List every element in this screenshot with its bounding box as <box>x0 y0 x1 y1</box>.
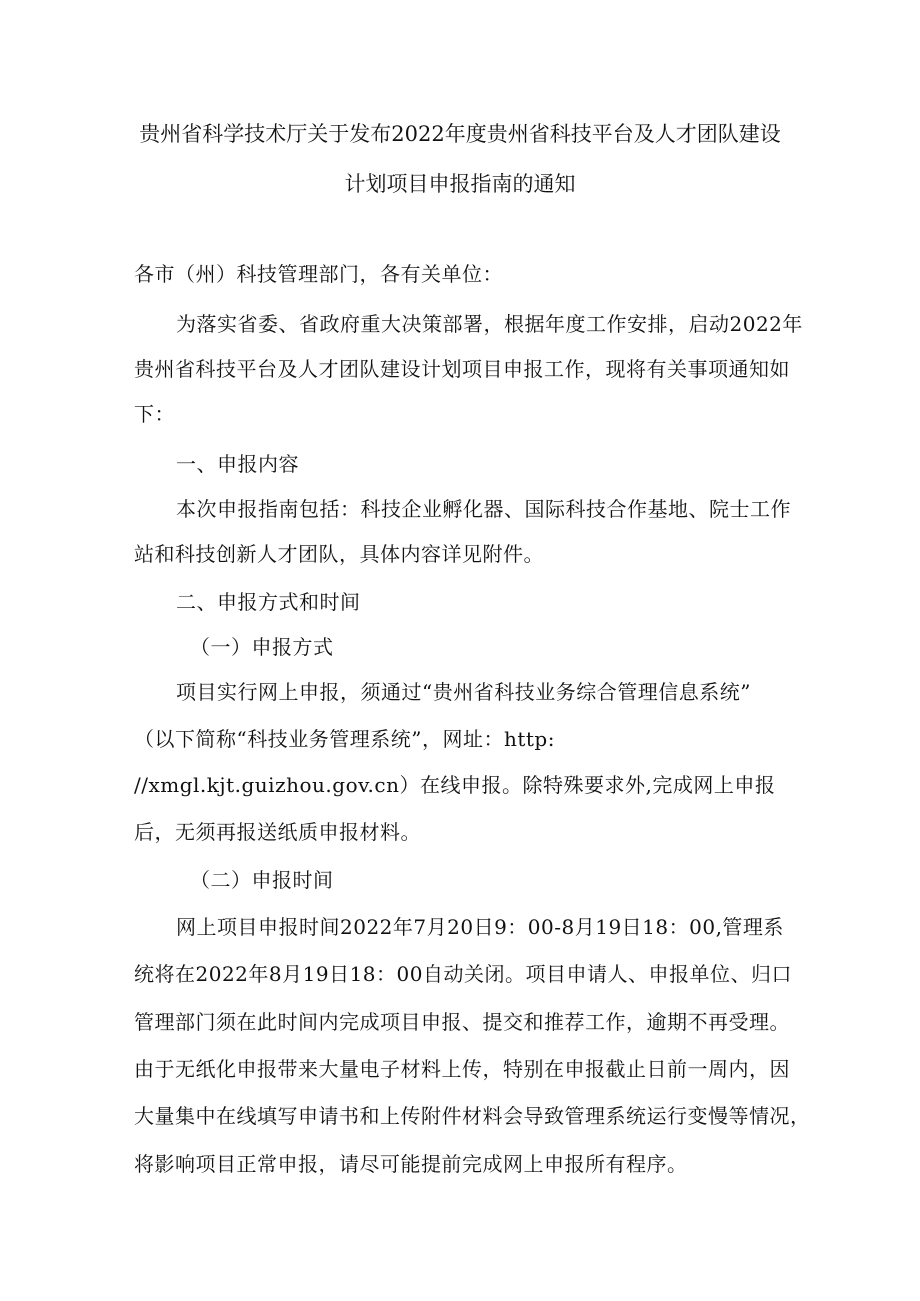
section2-sub2-body-line-5: 大量集中在线填写申请书和上传附件材料会导致管理系统运行变慢等情况， <box>134 1104 811 1128</box>
section2-heading: 二、申报方式和时间 <box>176 590 361 614</box>
section1-body-line-2: 站和科技创新人才团队，具体内容详见附件。 <box>134 542 544 566</box>
section2-sub2-heading: （二）申报时间 <box>190 868 334 892</box>
section1-heading: 一、申报内容 <box>176 452 299 476</box>
section2-sub1-body-line-1: 项目实行网上申报，须通过“贵州省科技业务综合管理信息系统” <box>176 680 751 704</box>
section2-sub2-body-line-3: 管理部门须在此时间内完成项目申报、提交和推荐工作，逾期不再受理。 <box>134 1010 790 1034</box>
intro-line-1: 为落实省委、省政府重大决策部署，根据年度工作安排，启动2022年 <box>176 312 803 336</box>
salutation: 各市（州）科技管理部门，各有关单位： <box>134 262 503 286</box>
intro-line-2: 贵州省科技平台及人才团队建设计划项目申报工作，现将有关事项通知如 <box>134 357 790 381</box>
intro-line-3: 下： <box>134 402 175 426</box>
section2-sub1-body-line-3: //xmgl.kjt.guizhou.gov.cn）在线申报。除特殊要求外,完成网上申报 <box>134 773 776 797</box>
section2-sub2-body-line-6: 将影响项目正常申报，请尽可能提前完成网上申报所有程序。 <box>134 1152 688 1176</box>
document-title-line-1: 贵州省科学技术厅关于发布2022年度贵州省科技平台及人才团队建设 <box>139 122 781 146</box>
section2-sub2-body-line-4: 由于无纸化申报带来大量电子材料上传，特别在申报截止日前一周内，因 <box>134 1057 790 1081</box>
document-title-line-2: 计划项目申报指南的通知 <box>344 172 576 196</box>
section2-sub2-body-line-2: 统将在2022年8月19日18：00自动关闭。项目申请人、申报单位、归口 <box>134 962 792 986</box>
section2-sub1-heading: （一）申报方式 <box>190 635 334 659</box>
section1-body-line-1: 本次申报指南包括：科技企业孵化器、国际科技合作基地、院士工作 <box>176 497 791 521</box>
section2-sub1-body-line-4: 后，无须再报送纸质申报材料。 <box>134 820 421 844</box>
section2-sub2-body-line-1: 网上项目申报时间2022年7月20日9：00-8月19日18：00,管理系 <box>176 915 784 939</box>
section2-sub1-body-line-2: （以下简称“科技业务管理系统”，网址：http: <box>134 727 555 751</box>
